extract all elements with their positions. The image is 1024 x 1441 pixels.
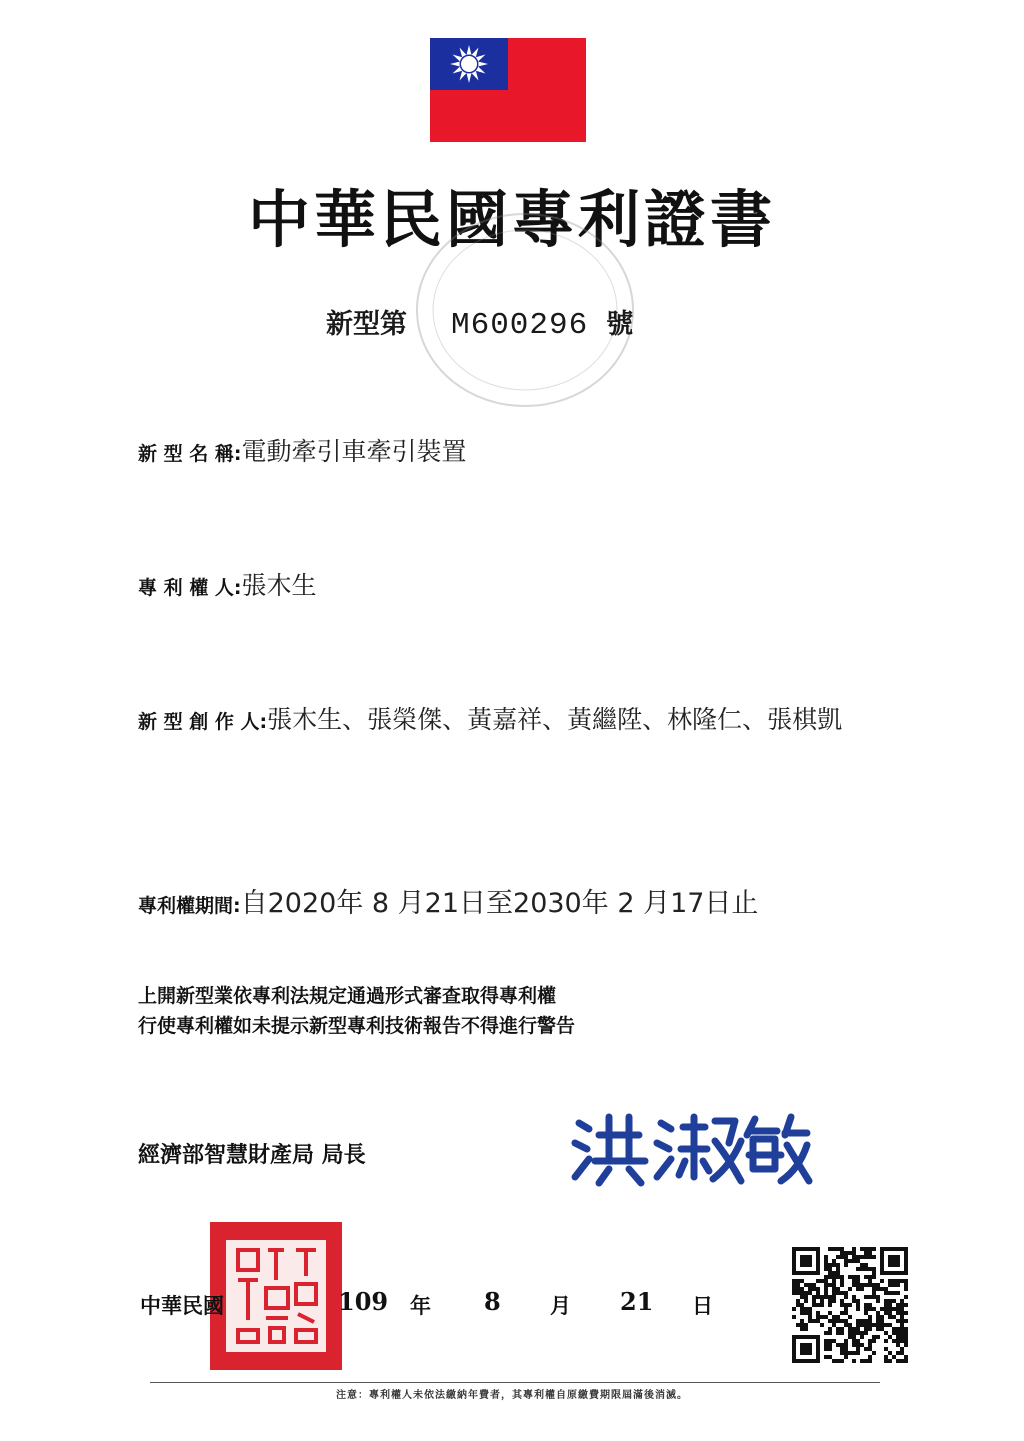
- date-year: 109: [338, 1287, 389, 1316]
- field-value: 電動牽引車牽引裝置: [241, 437, 467, 466]
- field-creators: [138, 700, 842, 736]
- patent-number-line: [326, 302, 633, 343]
- field-value: 張木生: [241, 571, 317, 600]
- field-label: 新 型 名 稱:: [138, 443, 242, 465]
- footer-note: 注意：專利權人未依法繳納年費者，其專利權自原繳費期限屆滿後消滅。: [336, 1390, 688, 1401]
- patent-number-prefix: 新型第: [326, 309, 407, 340]
- footer-divider: [150, 1382, 880, 1383]
- notice-line: 上開新型業依專利法規定通過形式審查取得專利權: [138, 985, 557, 1007]
- field-utility-model-name: [138, 432, 466, 468]
- field-label: 新 型 創 作 人:: [138, 711, 268, 733]
- certificate-title: 中華民國專利證書: [247, 183, 776, 256]
- date-day: 21: [620, 1287, 654, 1316]
- field-value: 自2020年 8 月21日至2030年 2 月17日止: [240, 888, 759, 919]
- qr-code-icon: [792, 1247, 908, 1363]
- field-patent-term: [138, 881, 758, 920]
- date-month: 8: [484, 1287, 501, 1316]
- date-era: 中華民國: [140, 1294, 224, 1318]
- issuer-title: 經濟部智慧財產局 局長: [138, 1143, 366, 1168]
- patent-number-suffix: 號: [606, 309, 634, 340]
- red-seal-icon: [210, 1222, 342, 1370]
- date-day-unit: 日: [692, 1294, 713, 1318]
- field-label: 專 利 權 人:: [138, 577, 242, 599]
- signature-icon: [565, 1105, 815, 1195]
- notice-line: 行使專利權如未提示新型專利技術報告不得進行警告: [138, 1015, 576, 1037]
- patent-number: M600296: [451, 308, 589, 343]
- date-month-unit: 月: [550, 1294, 571, 1318]
- field-patentee: [138, 566, 316, 602]
- field-value: 張木生、張榮傑、黃嘉祥、黃繼陞、林隆仁、張棋凱: [267, 705, 843, 734]
- field-label: 專利權期間:: [138, 895, 241, 917]
- flag-icon: [430, 38, 586, 142]
- date-year-unit: 年: [410, 1294, 431, 1318]
